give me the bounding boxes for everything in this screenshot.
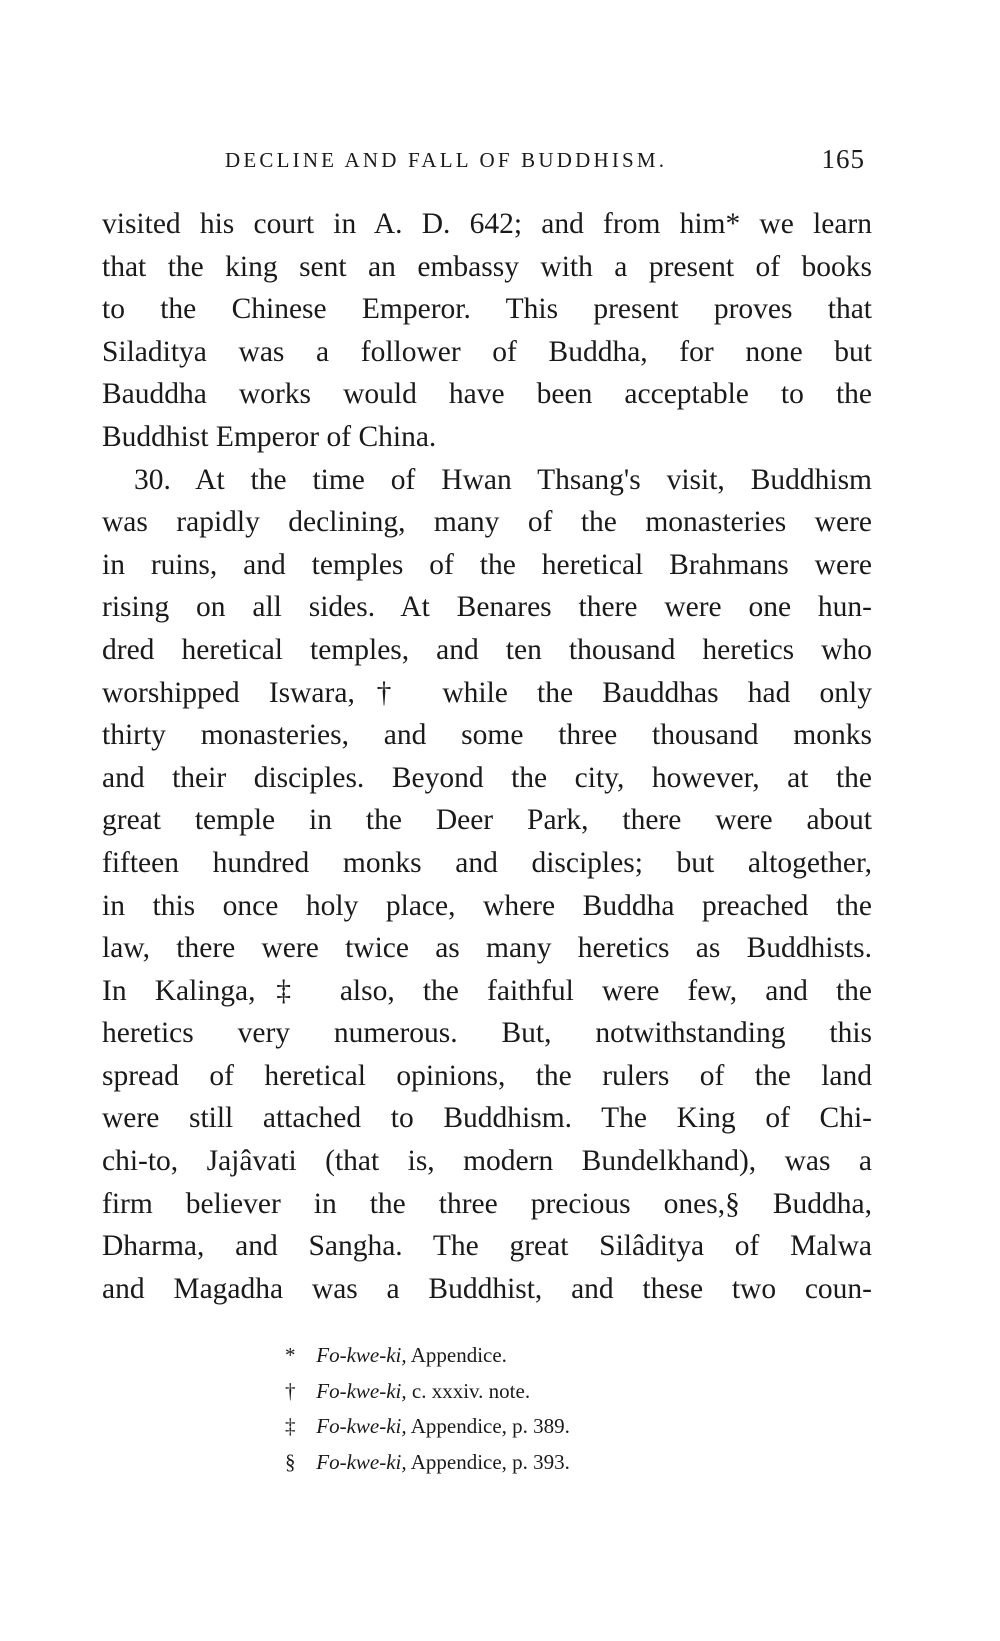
- body-line: that the king sent an embassy with a present of books: [102, 250, 872, 283]
- footnote-work-title: Fo-kwe-ki,: [316, 1378, 407, 1403]
- body-line: visited his court in A. D. 642; and from him* we learn: [102, 208, 872, 240]
- body-text: [102, 203, 872, 1310]
- body-line: Bauddha works would have been acceptable to the: [102, 378, 872, 411]
- body-line: in ruins, and temples of the heretical Brahmans were: [102, 548, 872, 581]
- body-line: Dharma, and Sangha. The great Silâditya of Malwa: [102, 1230, 872, 1263]
- page-number: 165: [821, 144, 865, 174]
- body-line: Siladitya was a follower of Buddha, for none but: [102, 335, 872, 368]
- body-line: were still attached to Buddhism. The King of Chi-: [102, 1102, 872, 1135]
- footnotes: [285, 1338, 705, 1480]
- footnote-reference: Appendice, p. 393.: [410, 1449, 570, 1474]
- footnote-work-title: Fo-kwe-ki,: [316, 1414, 407, 1438]
- footnote-mark: *: [285, 1343, 296, 1367]
- footnote: [285, 1338, 705, 1374]
- body-line: dred heretical temples, and ten thousand heretics who: [102, 633, 872, 666]
- footnote-mark: ‡: [285, 1414, 296, 1438]
- body-line: was rapidly declining, many of the monasteries were: [102, 506, 872, 539]
- body-line: and their disciples. Beyond the city, however, at the: [102, 761, 872, 794]
- body-line: law, there were twice as many heretics as Buddhists.: [102, 932, 872, 965]
- footnote-reference: Appendice, p. 389.: [410, 1414, 570, 1438]
- footnote-work-title: Fo-kwe-ki,: [316, 1343, 407, 1367]
- body-line: firm believer in the three precious ones,§ Buddha,: [102, 1187, 872, 1220]
- running-head: [225, 144, 865, 184]
- footnote: [285, 1445, 705, 1481]
- body-line: great temple in the Deer Park, there were about: [102, 804, 872, 837]
- footnote-reference: Appendice.: [410, 1343, 507, 1367]
- footnote-work-title: Fo-kwe-ki,: [316, 1449, 407, 1474]
- body-line: and Magadha was a Buddhist, and these two coun-: [102, 1272, 872, 1305]
- paragraph-30-first-line: 30. At the time of Hwan Thsang's visit, Buddhism: [134, 463, 872, 496]
- footnote-mark: §: [285, 1449, 296, 1474]
- body-line: in this once holy place, where Buddha preached the: [102, 889, 872, 922]
- body-line: Buddhist Emperor of China.: [102, 420, 437, 453]
- footnote-mark: †: [285, 1378, 296, 1403]
- body-line: heretics very numerous. But, notwithstanding this: [102, 1017, 872, 1050]
- body-line: chi-to, Jajâvati (that is, modern Bundelkhand), was a: [102, 1145, 872, 1178]
- body-line: fifteen hundred monks and disciples; but altogether,: [102, 846, 872, 879]
- body-line: In Kalinga,‡ also, the faithful were few, and the: [102, 974, 872, 1007]
- body-line: spread of heretical opinions, the rulers of the land: [102, 1059, 872, 1092]
- body-line: rising on all sides. At Benares there were one hun-: [102, 591, 872, 624]
- footnote-reference: c. xxxiv. note.: [411, 1378, 531, 1403]
- footnote: [285, 1374, 705, 1410]
- body-line: thirty monasteries, and some three thousand monks: [102, 719, 872, 752]
- footnote: [285, 1409, 705, 1445]
- running-title: DECLINE AND FALL OF BUDDHISM.: [225, 148, 668, 172]
- body-line: to the Chinese Emperor. This present proves that: [102, 293, 872, 326]
- body-line: worshipped Iswara,† while the Bauddhas had only: [102, 676, 872, 709]
